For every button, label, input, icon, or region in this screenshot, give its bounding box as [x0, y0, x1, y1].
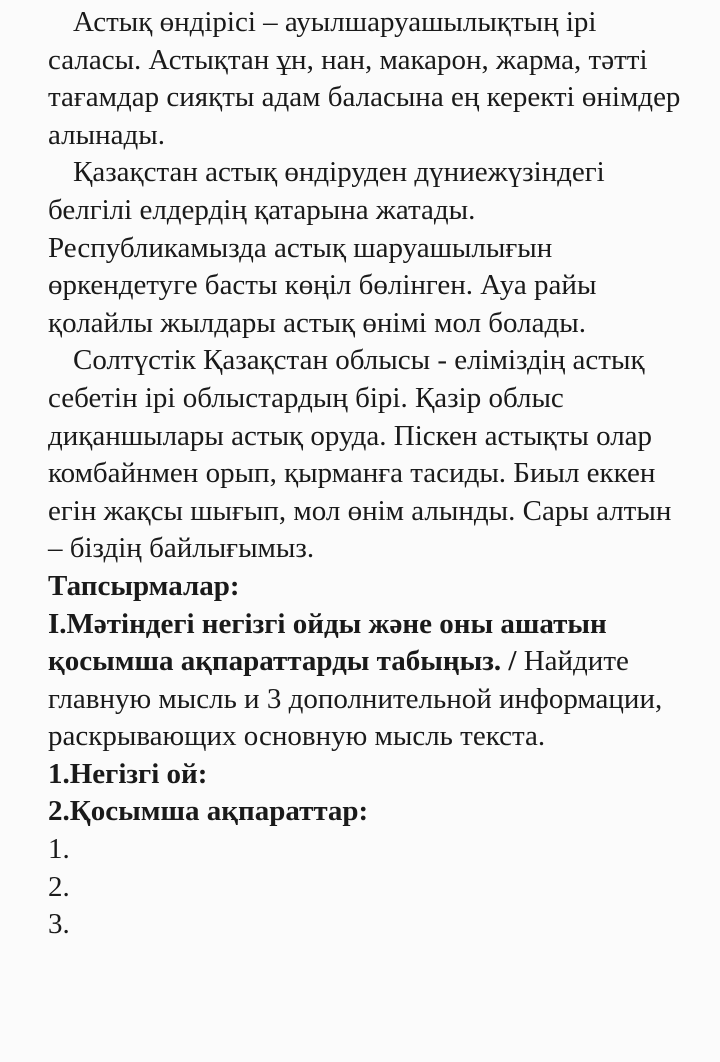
list-item: 3. [48, 908, 70, 941]
task-1-russian: Найдите главную мысль и 3 дополнительной информации, раскрывающих основную мысль текста. [48, 645, 663, 753]
main-idea-label: 1.Негізгі ой: [48, 757, 208, 790]
paragraph-grain-production: Астық өндірісі – ауылшаруашылықтың ірі саласы. Астықтан ұн, нан, макарон, жарма, тәтті тағамдар сияқты адам баласына ең керекті өнімдер алынады. [48, 6, 681, 151]
task-1-kazakh: I.Мәтіндегі негізгі ойды және оны ашатын қосымша ақпараттарды табыңыз. / [48, 607, 607, 678]
tasks-heading: Тапсырмалар: [48, 569, 240, 602]
additional-info-label: 2.Қосымша ақпараттар: [48, 795, 369, 828]
paragraph-north-kazakhstan: Солтүстік Қазақстан облысы - еліміздің астық себетін ірі облыстардың бірі. Қазір облыс диқаншылары астық оруда. Піскен астықты олар комбайнмен орып, қырманға тасиды. Биыл еккен егін жақсы шығып, мол өнім алынды. Сары алтын – біздің байлығымыз. [48, 344, 672, 565]
task-1 [48, 606, 688, 756]
paragraph-kazakhstan-grain: Қазақстан астық өндіруден дүниежүзіндегі белгілі елдердің қатарына жатады. Республикамызда астық шаруашылығын өркендетуге басты көңіл бөлінген. Ауа райы қолайлы жылдары астық өнімі мол болады. [48, 156, 605, 339]
document-content [48, 4, 688, 944]
list-item: 1. [48, 833, 70, 866]
list-item: 2. [48, 870, 70, 903]
